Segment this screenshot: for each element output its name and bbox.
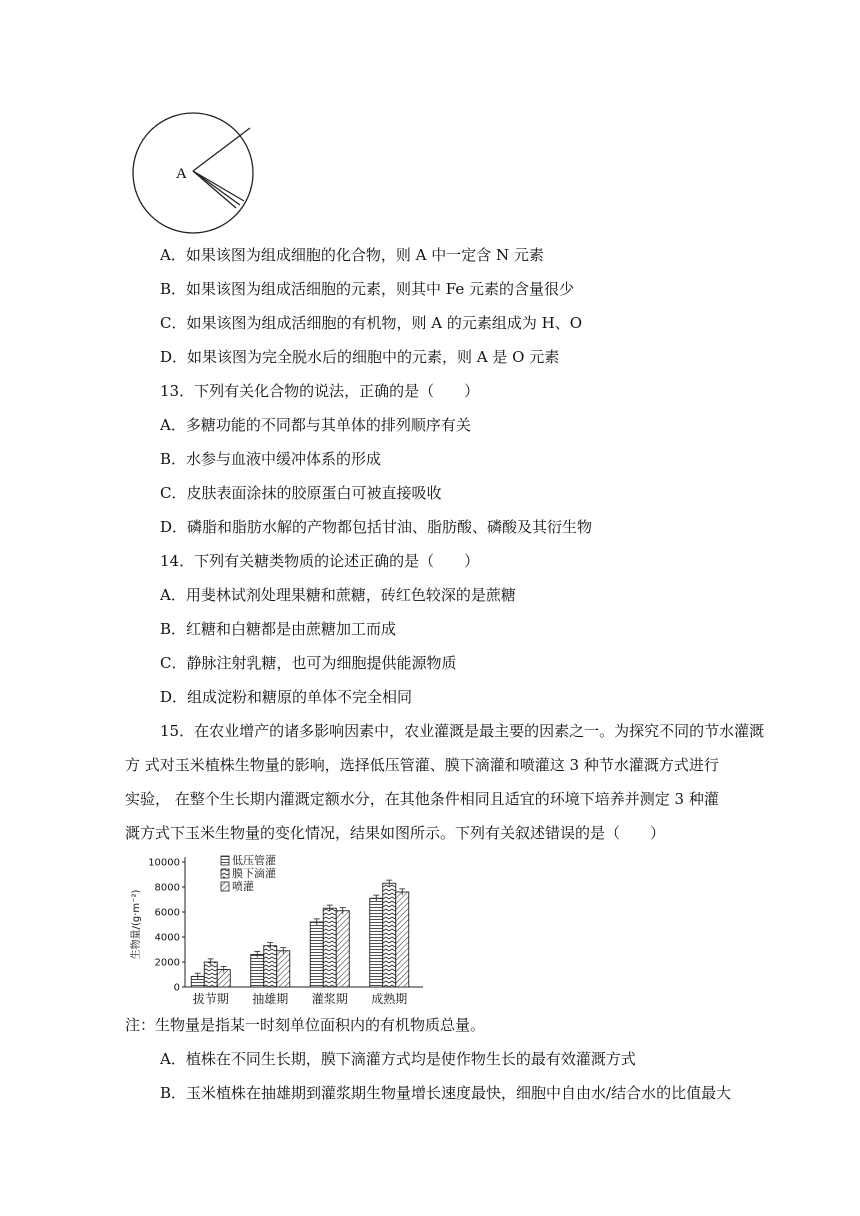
bar: [383, 883, 396, 987]
legend-label: 低压管灌: [232, 854, 276, 867]
legend-swatch: [221, 869, 229, 878]
q13-option-b: B．水参与血液中缓冲体系的形成: [160, 450, 382, 468]
q15-stem-line-3: 实验， 在整个生长期内灌溉定额水分，在其他条件相同且适宜的环境下培养并测定 3 种灌: [125, 790, 719, 808]
q13-option-c: C．皮肤表面涂抹的胶原蛋白可被直接吸收: [160, 484, 442, 502]
q14-option-a: A．用斐林试剂处理果糖和蔗糖，砖红色较深的是蔗糖: [160, 586, 516, 604]
legend-label: 喷灌: [232, 880, 254, 893]
q14-stem: 14．下列有关糖类物质的论述正确的是（ ）: [160, 552, 480, 570]
x-category-label: 灌浆期: [311, 992, 348, 1006]
pie-outline: [133, 113, 253, 233]
bar: [370, 898, 383, 987]
bar: [204, 962, 217, 987]
legend-swatch: [221, 856, 229, 865]
y-tick-label: 10000: [148, 857, 180, 869]
biomass-bar-chart: [125, 852, 425, 1012]
y-tick-label: 4000: [154, 932, 180, 944]
q15-option-b: B．玉米植株在抽雄期到灌浆期生物量增长速度最快，细胞中自由水/结合水的比值最大: [160, 1084, 732, 1102]
pie-chart-figure: [120, 108, 270, 238]
q12-option-a: A．如果该图为组成细胞的化合物，则 A 中一定含 N 元素: [160, 246, 544, 264]
x-category-label: 拔节期: [192, 992, 229, 1006]
x-category-label: 成熟期: [371, 992, 408, 1006]
legend-swatch: [221, 882, 229, 891]
q12-option-d: D．如果该图为完全脱水后的细胞中的元素，则 A 是 O 元素: [160, 348, 560, 366]
q14-option-b: B．红糖和白糖都是由蔗糖加工而成: [160, 620, 397, 638]
y-tick-label: 6000: [154, 907, 180, 919]
pie-sector-line: [193, 171, 240, 205]
q13-option-d: D．磷脂和脂肪水解的产物都包括甘油、脂肪酸、磷酸及其衍生物: [160, 518, 593, 536]
x-category-label: 抽雄期: [252, 992, 289, 1006]
q12-option-c: C．如果该图为组成活细胞的有机物，则 A 的元素组成为 H、O: [160, 314, 582, 332]
bar: [336, 911, 349, 987]
bar: [323, 908, 336, 987]
bar: [310, 922, 323, 987]
q13-stem: 13．下列有关化合物的说法，正确的是（ ）: [160, 382, 480, 400]
q14-option-c: C．静脉注射乳糖，也可为细胞提供能源物质: [160, 654, 457, 672]
q15-option-a: A．植株在不同生长期，膜下滴灌方式均是使作物生长的最有效灌溉方式: [160, 1050, 636, 1068]
q15-stem-line-2: 方 式对玉米植株生物量的影响，选择低压管灌、膜下滴灌和喷灌这 3 种节水灌溉方式进行: [125, 756, 719, 774]
q15-note: 注：生物量是指某一时刻单位面积内的有机物质总量。: [125, 1016, 486, 1034]
pie-sector-line: [193, 128, 250, 171]
bar: [251, 955, 264, 988]
q13-option-a: A．多糖功能的不同都与其单体的排列顺序有关: [160, 416, 471, 434]
q15-stem-line-1: 15．在农业增产的诸多影响因素中，农业灌溉是最主要的因素之一。为探究不同的节水灌溉: [160, 722, 765, 740]
pie-sector-line: [193, 171, 236, 208]
q14-option-d: D．组成淀粉和糖原的单体不完全相同: [160, 688, 413, 706]
pie-sector-line: [193, 171, 244, 201]
bar: [396, 892, 409, 987]
legend-label: 膜下滴灌: [232, 867, 276, 880]
bar: [264, 946, 277, 987]
y-tick-label: 0: [173, 982, 180, 994]
y-axis-label: 生物量/(g·m⁻²): [131, 889, 142, 960]
q15-stem-line-4: 溉方式下玉米生物量的变化情况，结果如图所示。下列有关叙述错误的是（ ）: [125, 824, 666, 842]
y-tick-label: 2000: [154, 957, 180, 969]
pie-center-label: A: [176, 166, 187, 182]
bar: [277, 951, 290, 987]
y-tick-label: 8000: [154, 882, 180, 894]
q12-option-b: B．如果该图为组成活细胞的元素，则其中 Fe 元素的含量很少: [160, 280, 575, 298]
